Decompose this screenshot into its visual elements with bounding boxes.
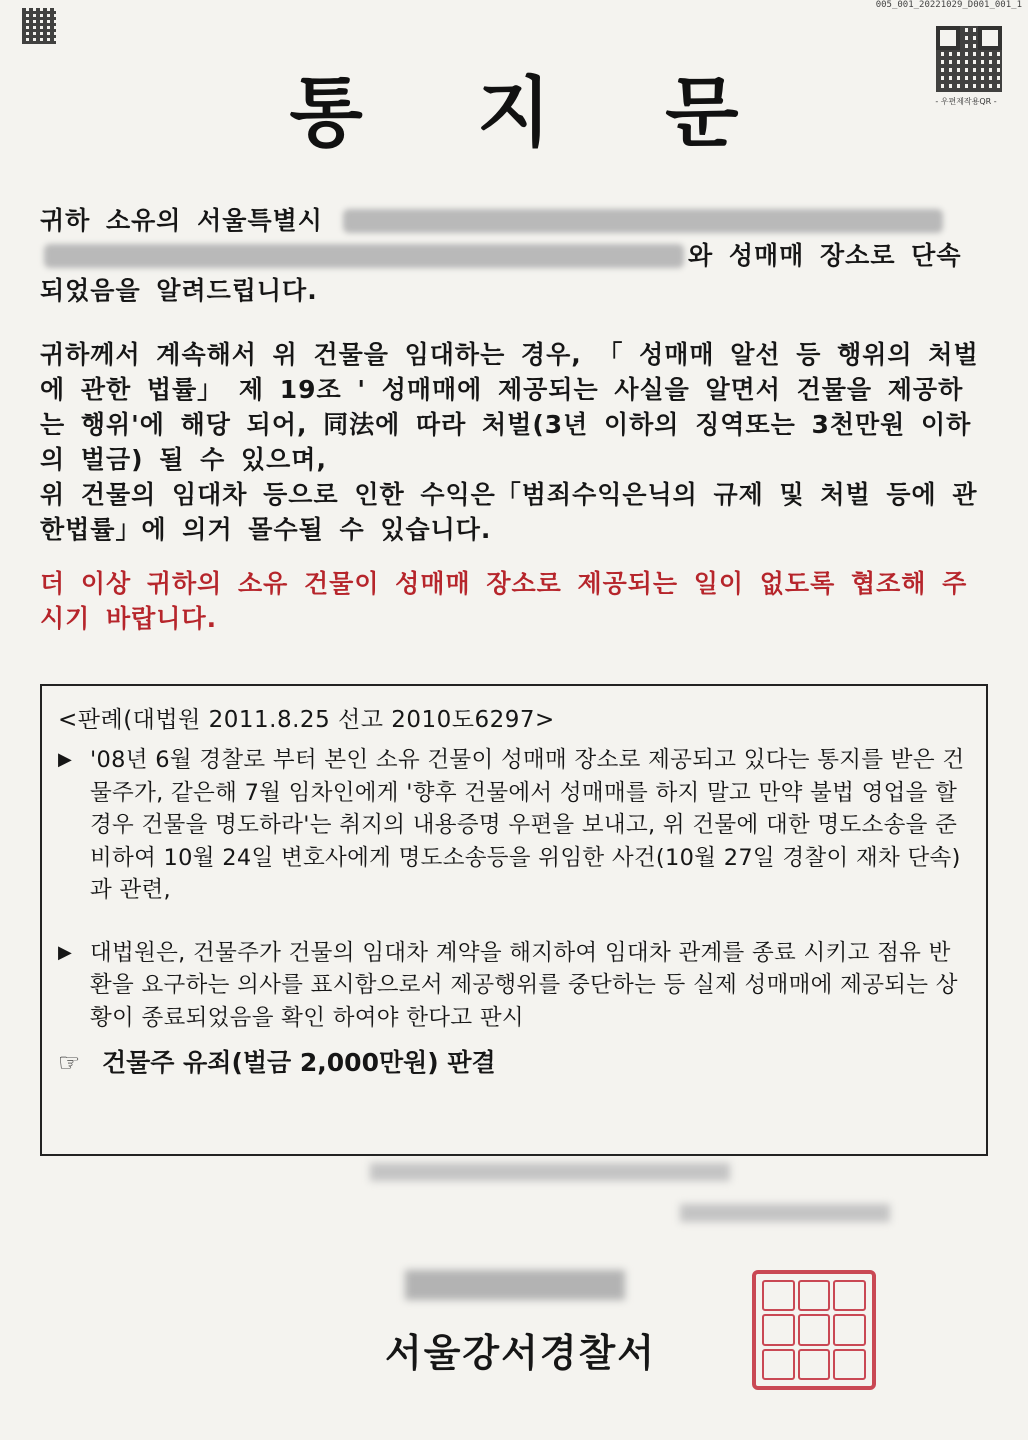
paragraph-legal-warning-text: 귀하께서 계속해서 위 건물을 임대하는 경우, 「 성매매 알선 등 행위의 처벌에 관한 법률」 제 19조 ' 성매매에 제공되는 사실을 알면서 건물을 제공하는 행위'에 해당 되어, 同法에 따라 처벌(3년 이하의 징역또는 3천만원 이하의 벌금) 될 수 있으며, xyxy=(40,340,979,474)
precedent-verdict xyxy=(58,1046,966,1080)
pointing-hand-icon: ☞ xyxy=(58,1048,81,1077)
redacted-address xyxy=(343,209,943,233)
precedent-item xyxy=(58,937,966,1035)
paragraph-ownership-mid: 와 xyxy=(688,241,714,270)
official-seal-icon xyxy=(752,1270,876,1390)
redacted-receipt-line xyxy=(680,1204,890,1222)
precedent-box xyxy=(40,684,988,1156)
precedent-verdict-text: 건물주 유죄(벌금 2,000만원) 판결 xyxy=(102,1048,496,1077)
paragraph-legal-warning xyxy=(40,337,985,547)
issuing-police-station: 서울강서경찰서 xyxy=(385,1331,656,1375)
paragraph-confiscation-text: 위 건물의 임대차 등으로 인한 수익은「범죄수익은닉의 규제 및 처벌 등에 관한법률」에 의거 몰수될 수 있습니다. xyxy=(40,480,978,544)
paragraph-ownership-tail: 성매매 장소로 단속되었음을 알려드립니다. xyxy=(40,241,962,305)
paragraph-ownership-lead: 귀하 소유의 서울특별시 xyxy=(40,206,323,235)
redacted-sender-line xyxy=(370,1163,730,1181)
triangle-bullet-icon: ▶ xyxy=(58,941,73,963)
redacted-issue-date xyxy=(405,1270,625,1300)
precedent-title: <판례(대법원 2011.8.25 선고 2010도6297> xyxy=(58,707,555,733)
qr-caption: - 우편제작용QR - xyxy=(935,97,997,106)
precedent-item-text: '08년 6월 경찰로 부터 본인 소유 건물이 성매매 장소로 제공되고 있다는 통지를 받은 건물주가, 같은해 7월 임차인에게 '향후 건물에서 성매매를 하지 말고 만약 불법 영업을 할 경우 건물을 명도하라'는 취지의 내용증명 우편을 보내고, 위 건물에 대한 명도소송을 준비하여 10월 24일 변호사에게 명도소송등을 위임한 사건(10월 27일 경찰이 재차 단속)과 관련, xyxy=(90,747,965,903)
paragraph-ownership xyxy=(40,203,985,308)
document-title: 통 지 문 xyxy=(289,68,783,157)
document-code: 005_001_20221029_D001_001_1 xyxy=(875,0,1022,10)
qr-code-small-icon xyxy=(22,8,56,44)
paragraph-request: 더 이상 귀하의 소유 건물이 성매매 장소로 제공되는 일이 없도록 협조해 주시기 바랍니다. xyxy=(40,569,968,633)
redacted-address-date xyxy=(44,244,684,268)
triangle-bullet-icon: ▶ xyxy=(58,749,73,770)
precedent-item xyxy=(58,744,966,907)
precedent-item-text: 대법원은, 건물주가 건물의 임대차 계약을 해지하여 임대차 관계를 종료 시키고 점유 반환을 요구하는 의사를 표시함으로서 제공행위를 중단하는 등 실제 성매매에 제공되는 상황이 종료되었음을 확인 하여야 한다고 판시 xyxy=(90,939,958,1031)
